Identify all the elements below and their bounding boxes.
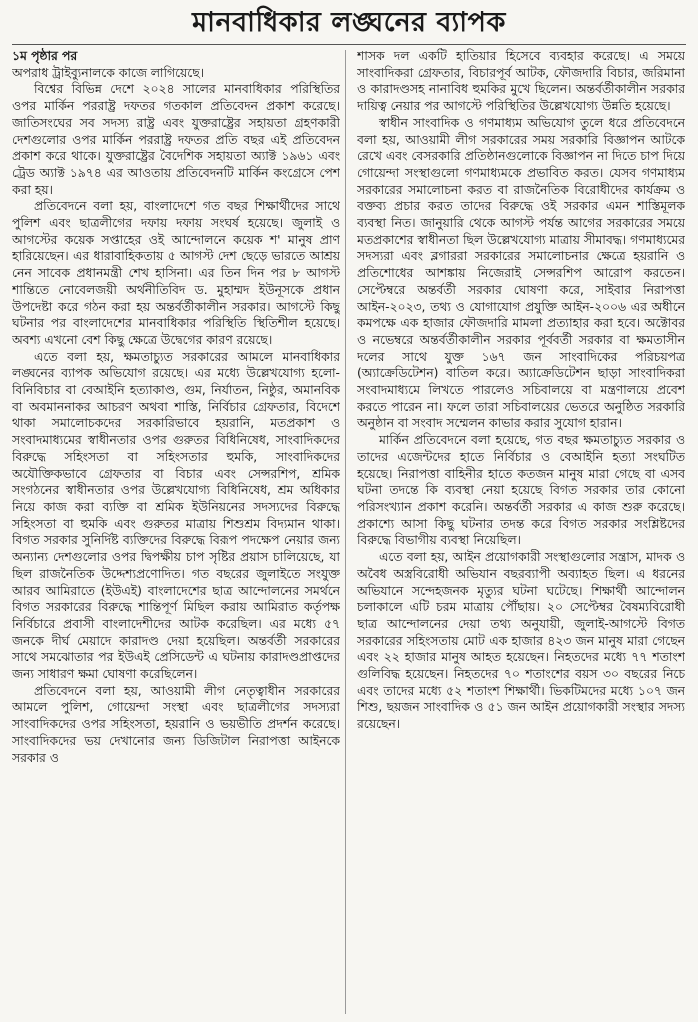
headline-rule [12, 44, 686, 45]
paragraph: প্রতিবেদনে বলা হয়, বাংলাদেশে গত বছর শিক্ষার্থীদের সাথে পুলিশ এবং ছাত্রলীগের দফায় দফায় সংঘর্ষ হয়েছে। জুলাই ও আগস্টের কয়েক সপ্তাহের ওই আন্দোলনে কয়েক শ' মানুষ প্রাণ হারিয়েছেন। এর ধারাবাহিকতায় ৫ আগস্ট দেশ ছেড়ে ভারতে আশ্রয় নেন সাবেক প্রধানমন্ত্রী শেখ হাসিনা। এর তিন দিন পর ৮ আগস্ট শান্তিতে নোবেলজয়ী অর্থনীতিবিদ ড. মুহাম্মদ ইউনূসকে প্রধান উপদেষ্টা করে গঠন করা হয় অন্তর্বর্তীকালীন সরকার। আগস্টে কিছু ঘটনার পর বাংলাদেশের মানবাধিকার পরিস্থিতি স্থিতিশীল হয়েছে। অবশ্য এখনো বেশ কিছু ক্ষেত্রে উদ্বেগের কারণ রয়েছে। [12, 199, 340, 347]
right-column [357, 48, 685, 1016]
continued-label: ১ম পৃষ্ঠার পর [12, 49, 78, 63]
paragraph: শাসক দল একটি হাতিয়ার হিসেবে ব্যবহার করেছে। এ সময়ে সাংবাদিকরা গ্রেফতার, বিচারপূর্ব আটক, ফৌজদারি বিচার, জরিমানা ও কারাদণ্ডসহ নানাবিধ হুমকির মুখে ছিলেন। অন্তর্বর্তীকালীন সরকার দায়িত্ব নেয়ার পর আগস্টে পরিস্থিতির উল্লেখযোগ্য উন্নতি হয়েছে। [357, 49, 685, 114]
paragraph: মার্কিন প্রতিবেদনে বলা হয়েছে, গত বছর ক্ষমতাচ্যুত সরকার ও তাদের এজেন্টদের হাতে নির্বিচার ও বেআইনি হত্যা সংঘটিত হয়েছে। নিরাপত্তা বাহিনীর হাতে কতজন মানুষ মারা গেছে বা এসব ঘটনা তদন্তে কি ব্যবস্থা নেয়া হয়েছে বিগত সরকার তার কোনো পরিসংখ্যান প্রকাশ করেনি। অন্তর্বর্তী সরকার এ কাজ শুরু করেছে। প্রকাশ্যে আসা কিছু ঘটনার তদন্ত করে বিগত সরকার সংশ্লিষ্টদের বিরুদ্ধে বিভাগীয় ব্যবস্থা নিয়েছিল। [357, 433, 685, 548]
paragraph: অপরাধ ট্রাইব্যুনালকে কাজে লাগিয়েছে। [12, 65, 205, 80]
left-column [12, 48, 340, 1016]
paragraph: স্বাধীন সাংবাদিক ও গণমাধ্যম অভিযোগ তুলে ধরে প্রতিবেদনে বলা হয়, আওয়ামী লীগ সরকারের সময় সরকারি বিজ্ঞাপন আটকে রেখে এবং বেসরকারি প্রতিষ্ঠানগুলোকে বিজ্ঞাপন না দিতে চাপ দিয়ে গোয়েন্দা সংস্থাগুলো গণমাধ্যমকে প্রভাবিত করত। যেসব গণমাধ্যম সরকারের সমালোচনা করত বা রাজনৈতিক বিরোধীদের কার্যক্রম ও বক্তব্য প্রচার করত তাদের বিরুদ্ধে ওই সরকার এমন শাস্তিমূলক ব্যবস্থা নিত। জানুয়ারি থেকে আগস্ট পর্যন্ত আগের সরকারের সময়ে মতপ্রকাশের স্বাধীনতা ছিল উল্লেখযোগ্য মাত্রায় সীমাবদ্ধ। গণমাধ্যমের সদস্যরা এবং ব্লগাররা সরকারের সমালোচনার ক্ষেত্রে হয়রানি ও প্রতিশোধের আশঙ্কায় নিজেরাই সেন্সরশিপ আরোপ করতেন। সেপ্টেম্বরে অন্তর্বর্তী সরকার ঘোষণা করে, সাইবার নিরাপত্তা আইন-২০২৩, তথ্য ও যোগাযোগ প্রযুক্তি আইন-২০০৬ এর অধীনে কমপক্ষে এক হাজার ফৌজদারি মামলা প্রত্যাহার করা হবে। অক্টোবর ও নভেম্বরে অন্তর্বর্তীকালীন সরকার পূর্ববর্তী সরকার বা ক্ষমতাসীন দলের সাথে যুক্ত ১৬৭ জন সাংবাদিকের পরিচয়পত্র (অ্যাক্রেডিটেশন) বাতিল করে। অ্যাক্রেডিটেশন ছাড়া সাংবাদিকরা সংবাদমাধ্যমে লিখতে পারলেও সচিবালয়ে বা মন্ত্রণালয়ে প্রবেশ করতে পারেন না। ফলে তারা সচিবালয়ের ভেতরে অনুষ্ঠিত সরকারি অনুষ্ঠান বা সংবাদ সম্মেলন কাভার করার সুযোগ হারান। [357, 115, 685, 431]
column-divider [345, 50, 346, 1014]
paragraph: এতে বলা হয়, আইন প্রয়োগকারী সংস্থাগুলোর সন্ত্রাস, মাদক ও অবৈধ অস্ত্রবিরোধী অভিযান বছরব্যাপী অব্যাহত ছিল। এ ধরনের অভিযানে সন্দেহজনক মৃত্যুর ঘটনা ঘটেছে। শিক্ষার্থী আন্দোলন চলাকালে এটি চরম মাত্রায় পৌঁছায়। ২০ সেপ্টেম্বর বৈষম্যবিরোধী ছাত্র আন্দোলনের দেয়া তথ্য অনুযায়ী, জুলাই-আগস্টে বিগত সরকারের সহিংসতায় মোট এক হাজার ৪২৩ জন মানুষ মারা গেছেন এবং ২২ হাজার মানুষ আহত হয়েছেন। নিহতদের মধ্যে ৭৭ শতাংশ গুলিবিদ্ধ হয়েছেন। নিহতদের ৭০ শতাংশের বয়স ৩০ বছরের নিচে এবং তাদের মধ্যে ৫২ শতাংশ শিক্ষার্থী। ভিকটিমদের মধ্যে ১০৭ জন শিশু, ছয়জন সাংবাদিক ও ৫১ জন আইন প্রয়োগকারী সংস্থার সদস্য রয়েছেন। [357, 550, 685, 732]
paragraph: প্রতিবেদনে বলা হয়, আওয়ামী লীগ নেতৃত্বাধীন সরকারের আমলে পুলিশ, গোয়েন্দা সংস্থা এবং ছাত্রলীগের সদস্যরা সাংবাদিকদের ওপর সহিংসতা, হয়রানি ও ভয়ভীতি প্রদর্শন করেছে। সাংবাদিকদের ভয় দেখানোর জন্য ডিজিটাল নিরাপত্তা আইনকে সরকার ও [12, 683, 340, 765]
paragraph: এতে বলা হয়, ক্ষমতাচ্যুত সরকারের আমলে মানবাধিকার লঙ্ঘনের ব্যাপক অভিযোগ রয়েছে। এর মধ্যে উল্লেখযোগ্য হলো- বিনিবিচার বা বেআইনি হত্যাকাণ্ড, গুম, নির্যাতন, নিষ্ঠুর, অমানবিক বা অবমাননাকর আচরণ অথবা শাস্তি, নির্বিচার গ্রেফতার, বিদেশে থাকা সমালোচকদের সরকারিভাবে হয়রানি, মতপ্রকাশ ও সংবাদমাধ্যমের স্বাধীনতার ওপর গুরুতর বিধিনিষেধ, সাংবাদিকদের বিরুদ্ধে সহিংসতা বা সহিংসতার হুমকি, সাংবাদিকদের অযৌক্তিকভাবে গ্রেফতার বা বিচার এবং সেন্সরশিপ, শ্রমিক সংগঠনের স্বাধীনতার ওপর উল্লেখযোগ্য বিধিনিষেধ, শ্রম অধিকার নিয়ে কাজ করা ব্যক্তি বা শ্রমিক ইউনিয়নের সদস্যদের বিরুদ্ধে সহিংসতা বা হুমকি এবং গুরুতর মাত্রায় শিশুশ্রম বিদ্যমান থাকা। বিগত সরকার সুনির্দিষ্ট ব্যক্তিদের বিরুদ্ধে বিরূপ পদক্ষেপ নেয়ার জন্য অন্যান্য দেশগুলোর ওপর দ্বিপক্ষীয় চাপ সৃষ্টির প্রয়াস চালিয়েছে, যা ছিল রাজনৈতিক উদ্দেশ্যপ্রণোদিত। গত বছরের জুলাইতে সংযুক্ত আরব আমিরাতে (ইউএই) বাংলাদেশের ছাত্র আন্দোলনের সমর্থনে বিগত সরকারের বিরুদ্ধে শান্তিপূর্ণ মিছিল করায় আমিরাত কর্তৃপক্ষ নির্বিচারে প্রবাসী বাংলাদেশীদের আটক করেছিল। এর মধ্যে ৫৭ জনকে দীর্ঘ মেয়াদে কারাদণ্ড দেয়া হয়েছিল। অন্তর্বর্তী সরকারের সাথে সমঝোতার পর ইউএই প্রেসিডেন্ট এ ঘটনায় কারাদণ্ডপ্রাপ্তদের জন্য সাধারণ ক্ষমা ঘোষণা করেছিলেন। [12, 349, 340, 682]
headline: মানবাধিকার লঙ্ঘনের ব্যাপক [192, 7, 506, 38]
paragraph: বিশ্বের বিভিন্ন দেশে ২০২৪ সালের মানবাধিকার পরিস্থিতির ওপর মার্কিন পররাষ্ট্র দফতর গতকাল প্রতিবেদন প্রকাশ করেছে। জাতিসংঘের সব সদস্য রাষ্ট্র এবং যুক্তরাষ্ট্রের সহায়তা গ্রহণকারী দেশগুলোর ওপর মার্কিন পররাষ্ট্র দফতর প্রতি বছর এই প্রতিবেদন প্রকাশ করে থাকে। যুক্তরাষ্ট্রের বৈদেশিক সহায়তা অ্যাক্ট ১৯৬১ এবং ট্রেড অ্যাক্ট ১৯৭৪ এর আওতায় প্রতিবেদনটি মার্কিন কংগ্রেসে পেশ করা হয়। [12, 82, 340, 197]
